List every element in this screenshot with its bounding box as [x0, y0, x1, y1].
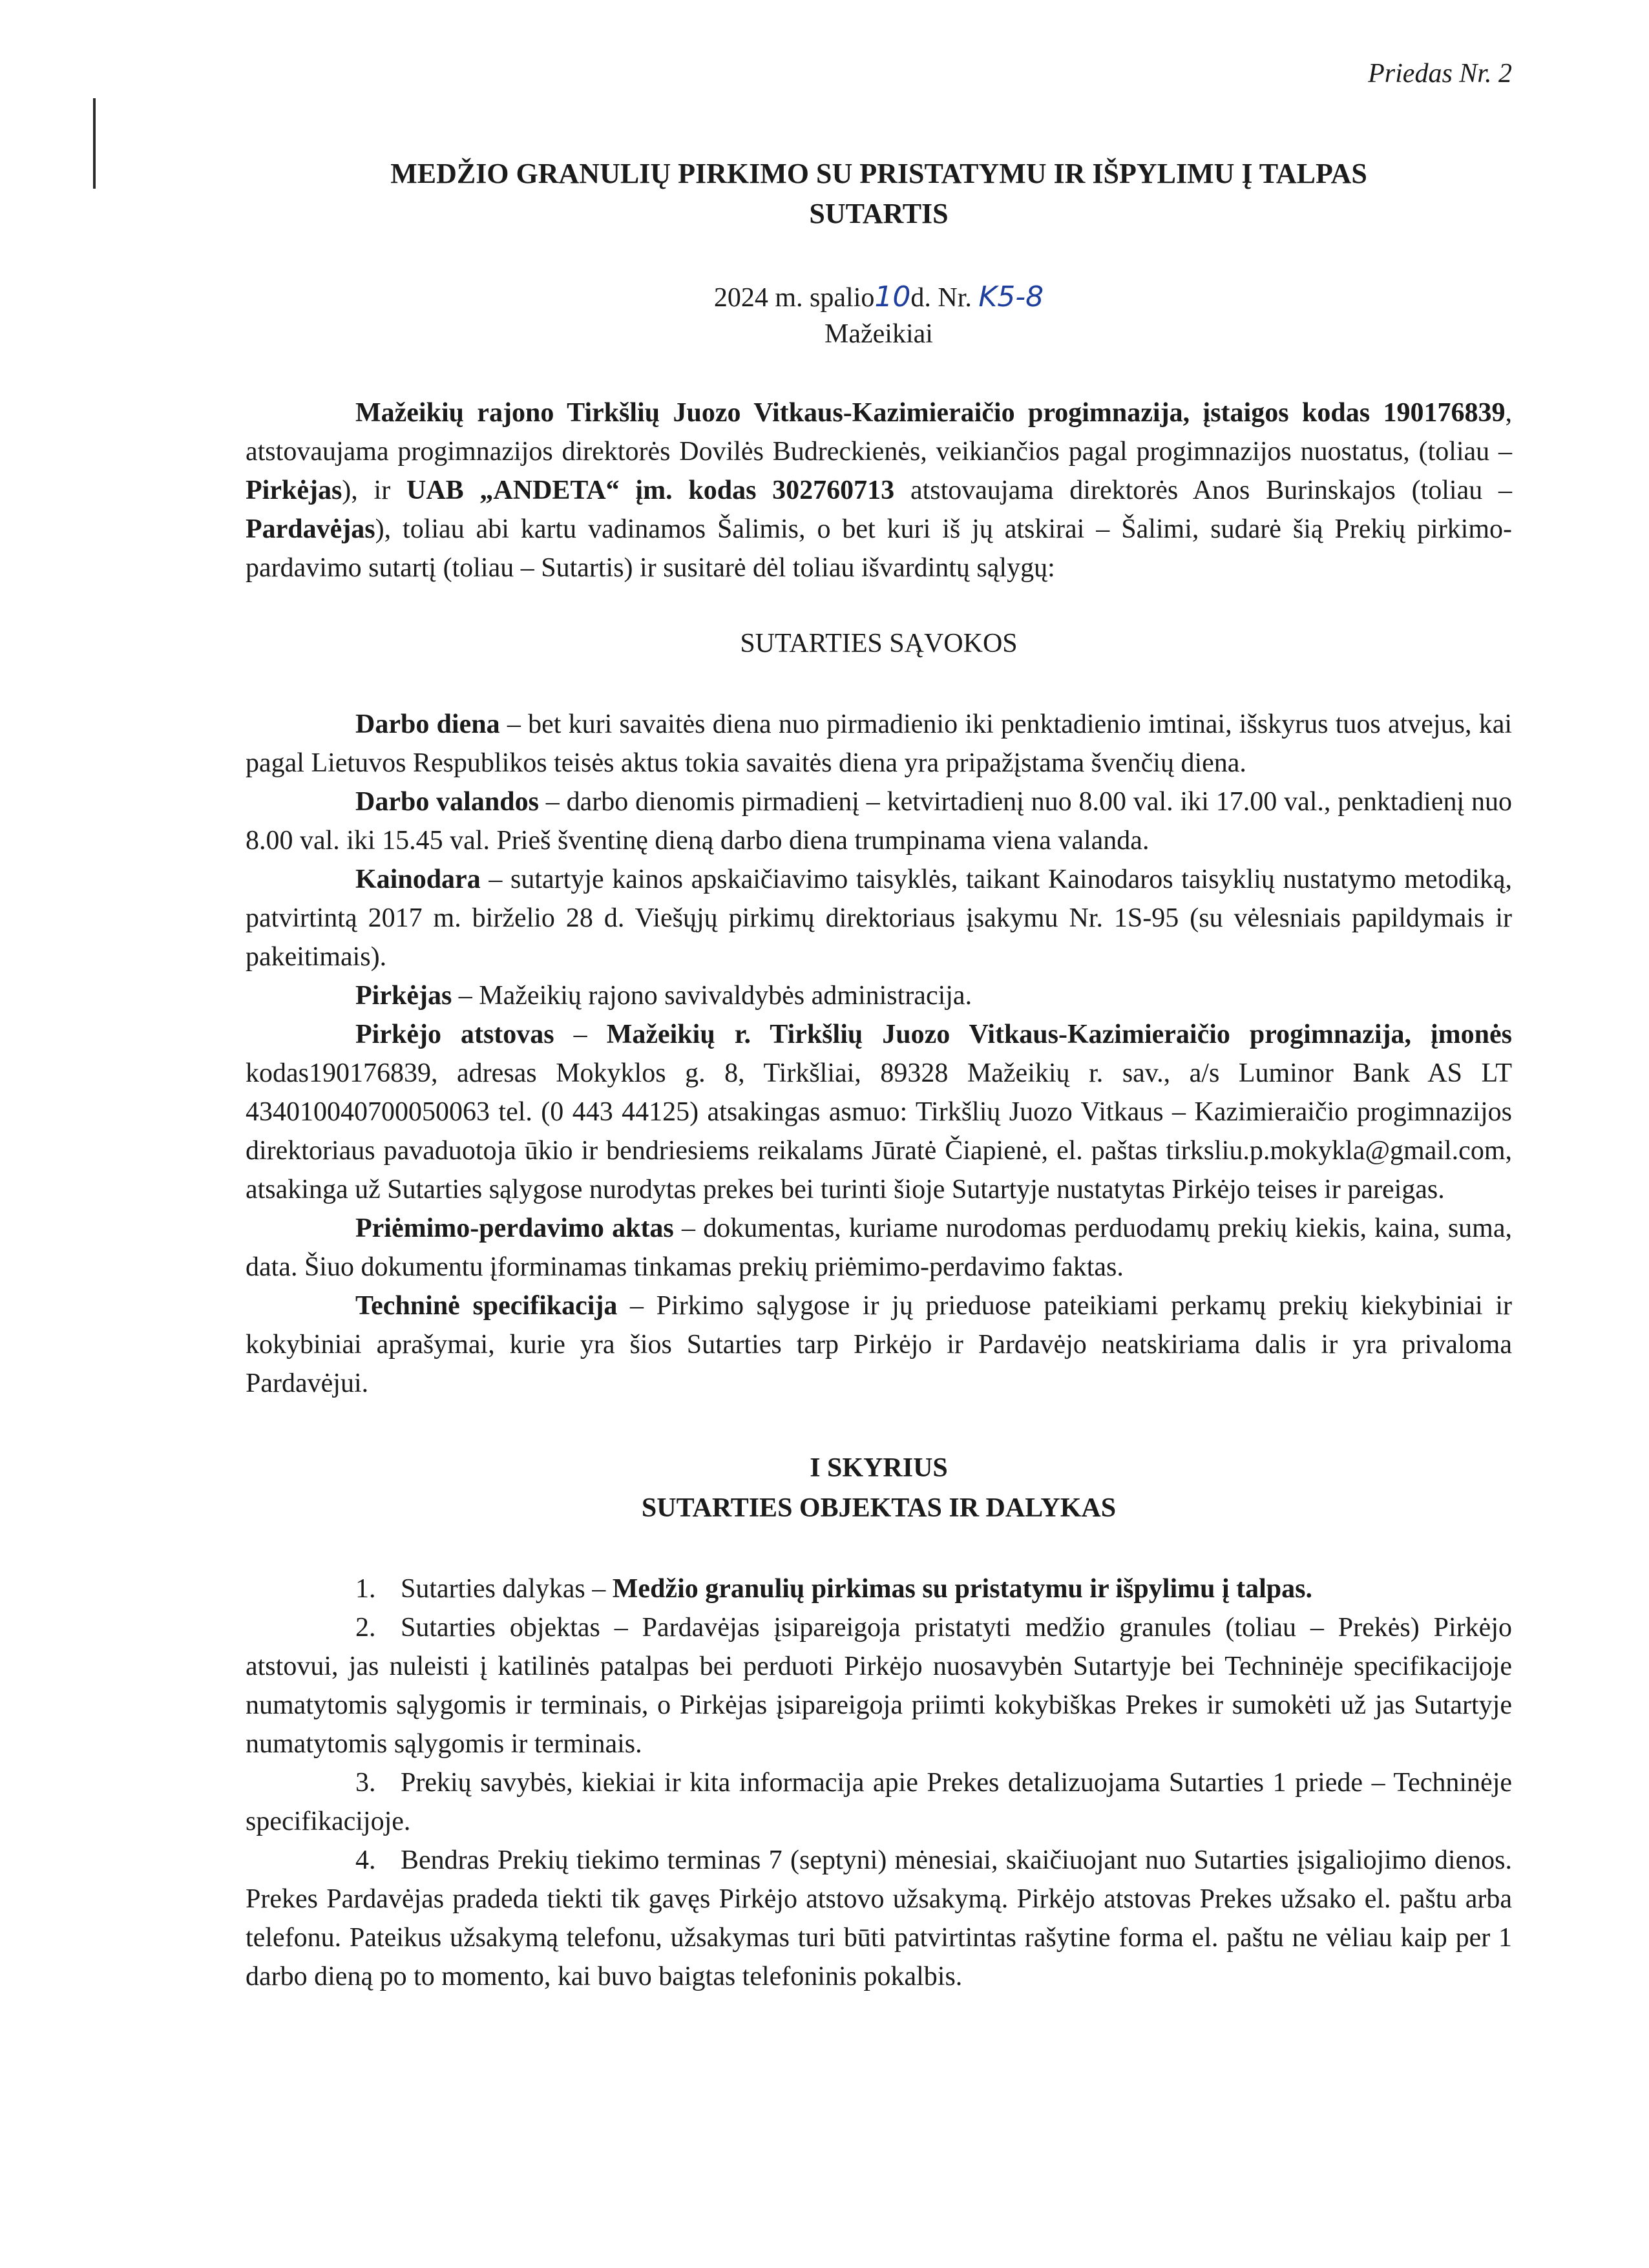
clause-number: 2. — [355, 1613, 376, 1643]
chapter-number: I SKYRIUS — [810, 1453, 948, 1483]
document-page — [246, 58, 1512, 1996]
margin-mark — [93, 98, 96, 189]
definition-item — [246, 1209, 1512, 1286]
clause-text: Prekių savybės, kiekiai ir kita informacija apie Prekes detalizuojama Sutarties 1 priede – Techninėje specifikacijoje. — [246, 1768, 1512, 1836]
date-prefix: 2024 m. spalio — [713, 283, 875, 313]
definition-term-2: Mažeikių r. Tirkšlių Juozo Vitkaus-Kazimieraičio progimnazija, įmonės — [606, 1020, 1512, 1049]
intro-text-4: ), toliau abi kartu vadinamos Šalimis, o bet kuri iš jų atskirai – Šalimi, sudarė šią Prekių pirkimo-pardavimo sutartį (toliau – Sutartis) ir susitarė dėl toliau išvardintų sąlygų: — [246, 514, 1512, 583]
definitions-list — [246, 705, 1512, 1403]
buyer-label: Pirkėjas — [246, 476, 342, 505]
clause-item — [246, 1763, 1512, 1841]
definition-term: Kainodara — [355, 865, 481, 894]
definition-term: Priėmimo-perdavimo aktas — [355, 1213, 674, 1243]
city: Mažeikiai — [824, 319, 933, 349]
definition-term: Techninė specifikacija — [355, 1291, 618, 1321]
title-line-1: MEDŽIO GRANULIŲ PIRKIMO SU PRISTATYMU IR IŠPYLIMU Į TALPAS — [390, 158, 1367, 189]
document-title — [246, 154, 1512, 234]
definition-item — [246, 1286, 1512, 1403]
clause-item — [246, 1608, 1512, 1763]
clause-text: Sutarties dalykas – — [401, 1574, 613, 1604]
clause-number: 4. — [355, 1845, 376, 1875]
definition-item — [246, 860, 1512, 976]
date-mid: d. Nr. — [910, 283, 972, 313]
title-line-2: SUTARTIS — [809, 198, 949, 229]
definition-term: Darbo diena — [355, 709, 500, 739]
intro-text-1: , atstovaujama progimnazijos direktorės Dovilės Budreckienės, veikiančios pagal progimnazijos nuostatus, (toliau – — [246, 398, 1512, 467]
party1-name: Mažeikių rajono Tirkšlių Juozo Vitkaus-Kazimieraičio progimnazija, įstaigos kodas 190176839 — [355, 398, 1506, 428]
clause-number: 3. — [355, 1768, 376, 1798]
clause-text: Sutarties objektas – Pardavėjas įsipareigoja pristatyti medžio granules (toliau – Prekės) Pirkėjo atstovui, jas nuleisti į katilinės patalpas bei perduoti Pirkėjo nuosavybėn Sutartyje bei Techninėje specifikacijoje numatytomis sąlygomis ir terminais, o Pirkėjas įsipareigoja priimti kokybiškas Prekes ir sumokėti už jas Sutartyje numatytomis sąlygomis ir terminais. — [246, 1613, 1512, 1759]
definitions-heading: SUTARTIES SĄVOKOS — [740, 629, 1018, 658]
definition-text: – sutartyje kainos apskaičiavimo taisyklės, taikant Kainodaros taisyklių nustatymo metodiką, patvirtintą 2017 m. birželio 28 d. Viešųjų pirkimų direktoriaus įsakymu Nr. 1S-95 (su vėlesniais papildymais ir pakeitimais). — [246, 865, 1512, 972]
definition-item — [246, 1015, 1512, 1209]
intro-paragraph — [246, 394, 1512, 587]
chapter-title: SUTARTIES OBJEKTAS IR DALYKAS — [641, 1493, 1117, 1523]
chapter-heading — [246, 1448, 1512, 1528]
definition-text: – bet kuri savaitės diena nuo pirmadienio iki penktadienio imtinai, išskyrus tuos atvejus, kai pagal Lietuvos Respublikos teisės aktus tokia savaitės diena yra pripažįstama švenčių diena. — [246, 709, 1512, 778]
definition-item — [246, 705, 1512, 782]
seller-label: Pardavėjas — [246, 514, 375, 544]
clause-number: 1. — [355, 1574, 376, 1604]
definition-term: Pirkėjo atstovas — [355, 1020, 554, 1049]
intro-text-3: atstovaujama direktorės Anos Burinskajos (toliau – — [894, 476, 1512, 505]
definition-text: – Mažeikių rajono savivaldybės administracija. — [452, 981, 972, 1011]
clause-bold-text: Medžio granulių pirkimas su pristatymu ir išpylimu į talpas. — [612, 1574, 1312, 1604]
clauses-list — [246, 1570, 1512, 1996]
intro-text-2: ), ir — [342, 476, 406, 505]
party2-name: UAB „ANDETA“ įm. kodas 302760713 — [406, 476, 895, 505]
date-line — [246, 279, 1512, 316]
definition-text: – dokumentas, kuriame nurodomas perduodamų prekių kiekis, kaina, suma, data. Šiuo dokumentu įforminamas tinkamas prekių priėmimo-perdavimo faktas. — [246, 1213, 1512, 1282]
annex-label: Priedas Nr. 2 — [1368, 59, 1512, 89]
definition-text: – Pirkimo sąlygose ir jų prieduose pateikiami perkamų prekių kiekybiniai ir kokybiniai aprašymai, kurie yra šios Sutarties tarp Pirkėjo ir Pardavėjo neatskiriama dalis ir yra privaloma Pardavėjui. — [246, 1291, 1512, 1398]
clause-item — [246, 1570, 1512, 1608]
definition-item — [246, 782, 1512, 860]
definition-text: – — [554, 1020, 607, 1049]
definition-text-2: kodas190176839, adresas Mokyklos g. 8, Tirkšliai, 89328 Mažeikių r. sav., a/s Luminor Bank AS LT 434010040700050063 tel. (0 443 44125) atsakingas asmuo: Tirkšlių Juozo Vitkaus – Kazimieraičio progimnazijos direktoriaus pavaduotoja ūkio ir bendriesiems reikalams Jūratė Čiapienė, el. paštas tirksliu.p.mokykla@gmail.com, atsakinga už Sutarties sąlygose nurodytas prekes bei turinti šioje Sutartyje nustatytas Pirkėjo teises ir pareigas. — [246, 1058, 1512, 1204]
handwritten-day: 10 — [874, 280, 911, 313]
clause-item — [246, 1841, 1512, 1996]
definition-term: Pirkėjas — [355, 981, 452, 1011]
clause-text: Bendras Prekių tiekimo terminas 7 (septyni) mėnesiai, skaičiuojant nuo Sutarties įsigaliojimo dienos. Prekes Pardavėjas pradeda tiekti tik gavęs Pirkėjo atstovo užsakymą. Pirkėjo atstovas Prekes užsako el. paštu arba telefonu. Pateikus užsakymą telefonu, užsakymas turi būti patvirtintas rašytine forma el. paštu ne vėliau kaip per 1 darbo dieną po to momento, kai buvo baigtas telefoninis pokalbis. — [246, 1845, 1512, 1991]
definition-term: Darbo valandos — [355, 787, 539, 817]
definition-text: – darbo dienomis pirmadienį – ketvirtadienį nuo 8.00 val. iki 17.00 val., penktadienį nuo 8.00 val. iki 15.45 val. Prieš šventinę dieną darbo diena trumpinama viena valanda. — [246, 787, 1513, 856]
definition-item — [246, 976, 1512, 1015]
handwritten-contract-number: K5-8 — [978, 280, 1044, 313]
